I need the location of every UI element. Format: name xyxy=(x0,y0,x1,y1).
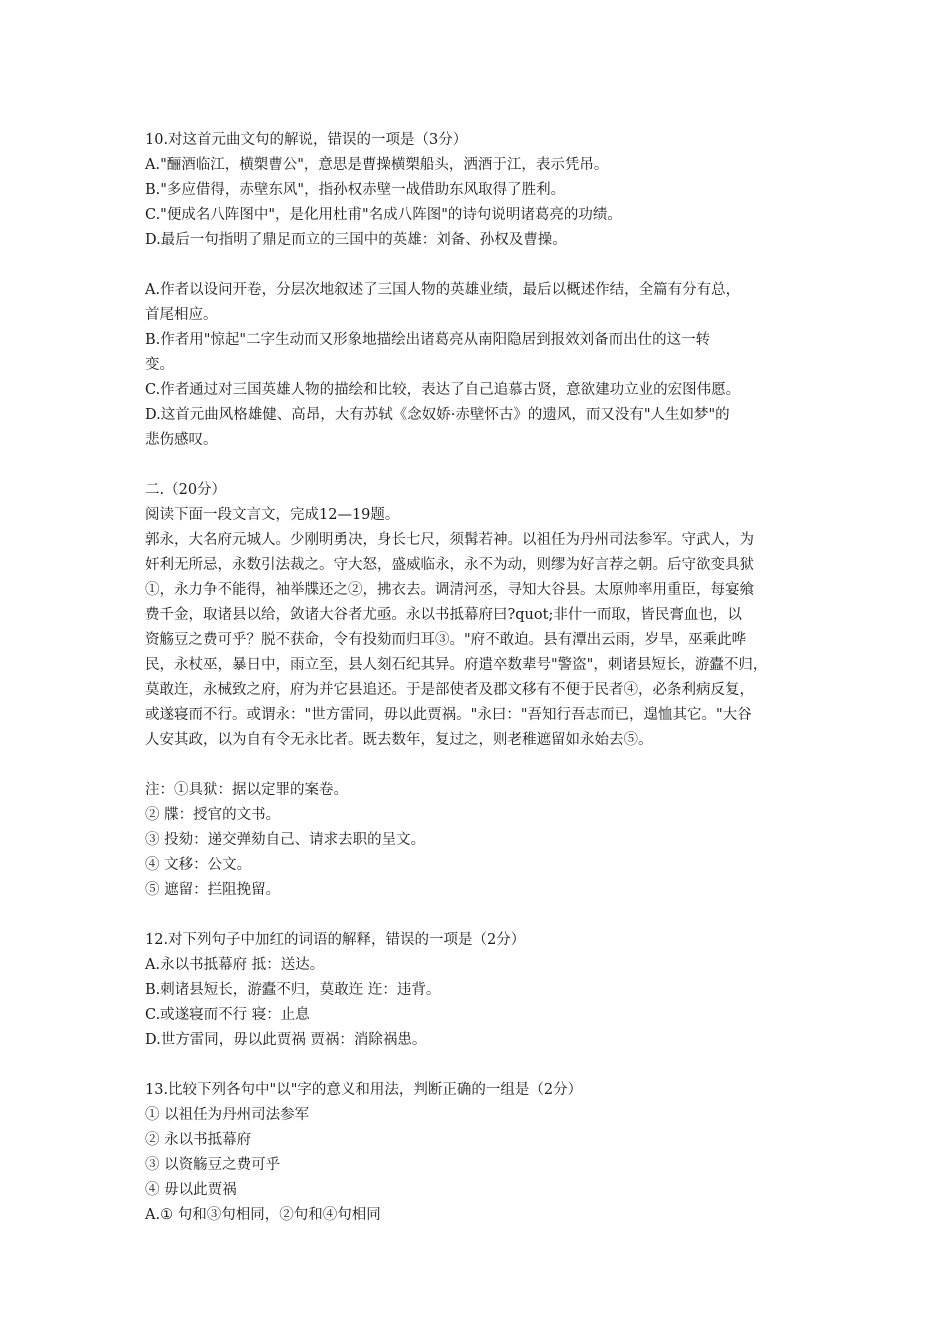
section-2-instruction: 阅读下面一段文言文，完成12—19题。 xyxy=(145,507,400,523)
question-13-item-1: ① 以祖任为丹州司法参军 xyxy=(145,1107,310,1123)
question-12 xyxy=(145,928,817,1053)
question-13-item-3: ③ 以资觞豆之费可乎 xyxy=(145,1157,281,1173)
question-12-option-d: D.世方雷同，毋以此贾祸 贾祸：消除祸患。 xyxy=(145,1032,427,1048)
note-4: ④ 文移：公文。 xyxy=(145,857,252,873)
passage-line: 莫敢迕，永械致之府，府为并它县追还。于是部使者及郡文移有不便于民者④，必条利病反复， xyxy=(145,682,754,698)
note-1: 注：①具狱：据以定罪的案卷。 xyxy=(145,782,348,798)
passage-line: 费千金，取诸县以给，敛诸大谷者尤亟。永以书抵幕府曰?quot;非什一而取，皆民膏血也，以 xyxy=(145,607,742,623)
question-11-option-b-line-2: 变。 xyxy=(145,357,174,373)
question-10-option-d: D.最后一句指明了鼎足而立的三国中的英雄：刘备、孙权及曹操。 xyxy=(145,232,567,248)
document-page xyxy=(145,128,817,1228)
question-13-item-4: ④ 毋以此贾祸 xyxy=(145,1182,237,1198)
question-12-option-b: B.刺诸县短长，游蠹不归，莫敢迕 迕：违背。 xyxy=(145,982,441,998)
question-11 xyxy=(145,278,817,453)
question-13-item-2: ② 永以书抵幕府 xyxy=(145,1132,252,1148)
question-13-stem: 13.比较下列各句中"以"字的意义和用法，判断正确的一组是（2分） xyxy=(145,1082,583,1098)
spacer xyxy=(145,903,817,928)
note-2: ② 牒：授官的文书。 xyxy=(145,807,281,823)
note-5: ⑤ 遮留：拦阻挽留。 xyxy=(145,882,281,898)
note-3: ③ 投劾：递交弹劾自己、请求去职的呈文。 xyxy=(145,832,426,848)
passage-line: 人安其政，以为自有令无永比者。既去数年，复过之，则老稚遮留如永始去⑤。 xyxy=(145,732,653,748)
spacer xyxy=(145,753,817,778)
passage-line: 郭永，大名府元城人。少刚明勇决，身长七尺，须髯若神。以祖任为丹州司法参军。守武人，为 xyxy=(145,532,754,548)
passage-line: 或遂寝而不行。或谓永："世方雷同，毋以此贾祸。"永曰："吾知行吾志而已，遑恤其它。"大谷 xyxy=(145,707,752,723)
question-11-option-c: C.作者通过对三国英雄人物的描绘和比较，表达了自己追慕古贤，意欲建功立业的宏图伟愿。 xyxy=(145,382,741,398)
question-13 xyxy=(145,1078,817,1228)
question-12-option-c: C.或遂寝而不行 寝：止息 xyxy=(145,1007,310,1023)
question-12-option-a: A.永以书抵幕府 抵：送达。 xyxy=(145,957,325,973)
spacer xyxy=(145,453,817,478)
passage-line: ①，永力争不能得，袖举牒还之②，拂衣去。调清河丞，寻知大谷县。太原帅率用重臣，每宴飨 xyxy=(145,582,754,598)
section-2-heading: 二.（20分） xyxy=(145,482,227,498)
question-10-option-a: A."酾酒临江，横槊曹公"，意思是曹操横槊船头，洒酒于江，表示凭吊。 xyxy=(145,157,609,173)
passage-line: 民，永杖巫，暴日中，雨立至，县人刻石纪其异。府遣卒数辈号"警盗"，刺诸县短长，游蠹不归， xyxy=(145,657,768,673)
question-11-option-a-line-2: 首尾相应。 xyxy=(145,307,218,323)
spacer xyxy=(145,1053,817,1078)
question-11-option-b-line-1: B.作者用"惊起"二字生动而又形象地描绘出诸葛亮从南阳隐居到报效刘备而出仕的这一转 xyxy=(145,332,711,348)
section-2 xyxy=(145,478,817,753)
question-11-option-d-line-1: D.这首元曲风格雄健、高昂，大有苏轼《念奴娇·赤壁怀古》的遗风，而又没有"人生如梦"的 xyxy=(145,407,730,423)
spacer xyxy=(145,253,817,278)
classical-passage xyxy=(145,528,817,753)
question-13-option-a: A.① 句和③句相同，②句和④句相同 xyxy=(145,1207,381,1223)
question-10-stem: 10.对这首元曲文句的解说，错误的一项是（3分） xyxy=(145,132,468,148)
question-10-option-b: B."多应借得，赤壁东风"，指孙权赤壁一战借助东风取得了胜利。 xyxy=(145,182,566,198)
annotations xyxy=(145,778,817,903)
question-11-option-a-line-1: A.作者以设问开卷，分层次地叙述了三国人物的英雄业绩，最后以概述作结，全篇有分有总， xyxy=(145,282,741,298)
passage-line: 资觞豆之费可乎？脱不获命，令有投劾而归耳③。"府不敢迫。县有潭出云雨，岁旱，巫乘此哗 xyxy=(145,632,747,648)
question-11-option-d-line-2: 悲伤感叹。 xyxy=(145,432,218,448)
passage-line: 奸利无所忌，永数引法裁之。守大怒，盛威临永，永不为动，则缪为好言荐之朝。后守欲变具狱 xyxy=(145,557,754,573)
question-10-option-c: C."便成名八阵图中"，是化用杜甫"名成八阵图"的诗句说明诸葛亮的功绩。 xyxy=(145,207,622,223)
question-10 xyxy=(145,128,817,253)
question-12-stem: 12.对下列句子中加红的词语的解释，错误的一项是（2分） xyxy=(145,932,526,948)
